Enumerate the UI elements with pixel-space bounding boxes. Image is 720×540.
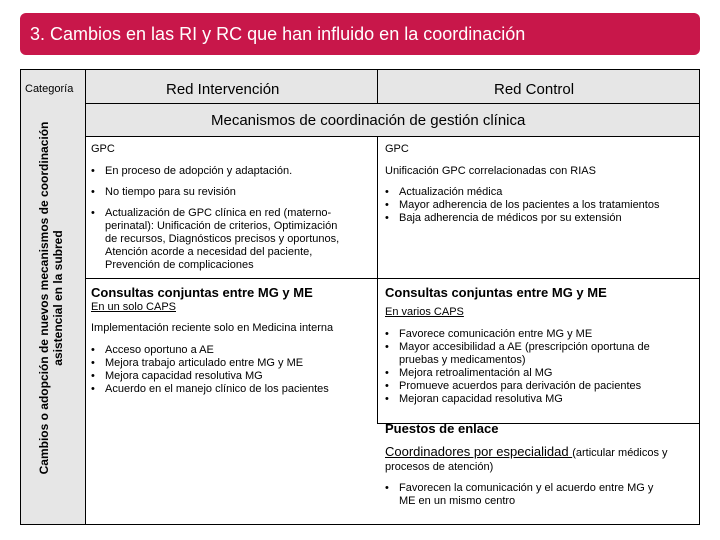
side-label-line2: asistencial en la subred — [51, 230, 65, 366]
gpc-right-list — [385, 186, 697, 225]
section-title: Mecanismos de coordinación de gestión clínica — [211, 112, 526, 129]
list-item: • Mayor adherencia de los pacientes a los tratamientos — [385, 199, 697, 212]
list-item: • Mayor accesibilidad a AE (prescripción oportuna de pruebas y medicamentos) — [385, 341, 697, 367]
red-control-header: Red Control — [494, 81, 575, 98]
list-item: • Actualización de GPC clínica en red (materno- perinatal): Unificación de criterios, Optimización de recursos, Diagnósticos precisos y oportunos, Atención acorde a necesidad del paciente, Prevención de complicaciones — [91, 207, 375, 272]
consultas-left-sub: En un solo CAPS — [91, 301, 176, 313]
puestos-title: Puestos de enlace — [385, 421, 499, 436]
gpc-left-list-3 — [91, 207, 375, 272]
side-label-line1: Cambios o adopción de nuevos mecanismos de coordinación — [37, 121, 51, 475]
header-row — [21, 70, 699, 103]
puestos-coord — [385, 445, 668, 460]
red-intervencion-header: Red Intervención — [166, 81, 280, 98]
categoria-label: Categoría — [25, 83, 74, 95]
coordinadores-rest: (articular médicos y — [572, 447, 668, 459]
consultas-left-impl: Implementación reciente solo en Medicina interna — [91, 322, 334, 334]
title-bar — [20, 13, 700, 55]
list-item: • Actualización médica — [385, 186, 697, 199]
consultas-right-list — [385, 328, 697, 406]
consultas-right-title: Consultas conjuntas entre MG y ME — [385, 285, 607, 300]
consultas-left-list — [91, 344, 375, 396]
list-item: • Mejora trabajo articulado entre MG y ME — [91, 357, 375, 370]
list-item: • En proceso de adopción y adaptación. — [91, 165, 375, 178]
puestos-list — [385, 482, 697, 508]
coordinadores-link: Coordinadores por especialidad — [385, 444, 573, 459]
gpc-right-title: GPC — [385, 143, 409, 155]
list-item: • Mejoran capacidad resolutiva MG — [385, 393, 697, 406]
gpc-left-title: GPC — [91, 143, 115, 155]
gpc-left-list — [91, 165, 375, 178]
page-title: 3. Cambios en las RI y RC que han influido en la coordinación — [30, 24, 526, 44]
divider — [85, 70, 86, 524]
divider — [85, 278, 699, 279]
list-item: • Acuerdo en el manejo clínico de los pacientes — [91, 383, 375, 396]
gpc-left-list-2 — [91, 186, 375, 199]
list-item: • Mejora retroalimentación al MG — [385, 367, 697, 380]
divider — [377, 70, 378, 103]
list-item: • Favorecen la comunicación y el acuerdo entre MG y ME en un mismo centro — [385, 482, 697, 508]
consultas-right-sub: En varios CAPS — [385, 306, 464, 318]
side-label — [37, 98, 67, 498]
list-item: • Mejora capacidad resolutiva MG — [91, 370, 375, 383]
comparison-table — [20, 69, 700, 525]
puestos-coord-line2: procesos de atención) — [385, 461, 494, 473]
list-item: • Baja adherencia de médicos por su extensión — [385, 212, 697, 225]
gpc-right-plain: Unificación GPC correlacionadas con RIAS — [385, 165, 596, 177]
divider — [85, 103, 699, 104]
divider — [377, 136, 378, 423]
consultas-left-title: Consultas conjuntas entre MG y ME — [91, 285, 313, 300]
list-item: • Acceso oportuno a AE — [91, 344, 375, 357]
list-item: • Promueve acuerdos para derivación de pacientes — [385, 380, 697, 393]
divider — [85, 136, 699, 137]
list-item: • Favorece comunicación entre MG y ME — [385, 328, 697, 341]
list-item: • No tiempo para su revisión — [91, 186, 375, 199]
